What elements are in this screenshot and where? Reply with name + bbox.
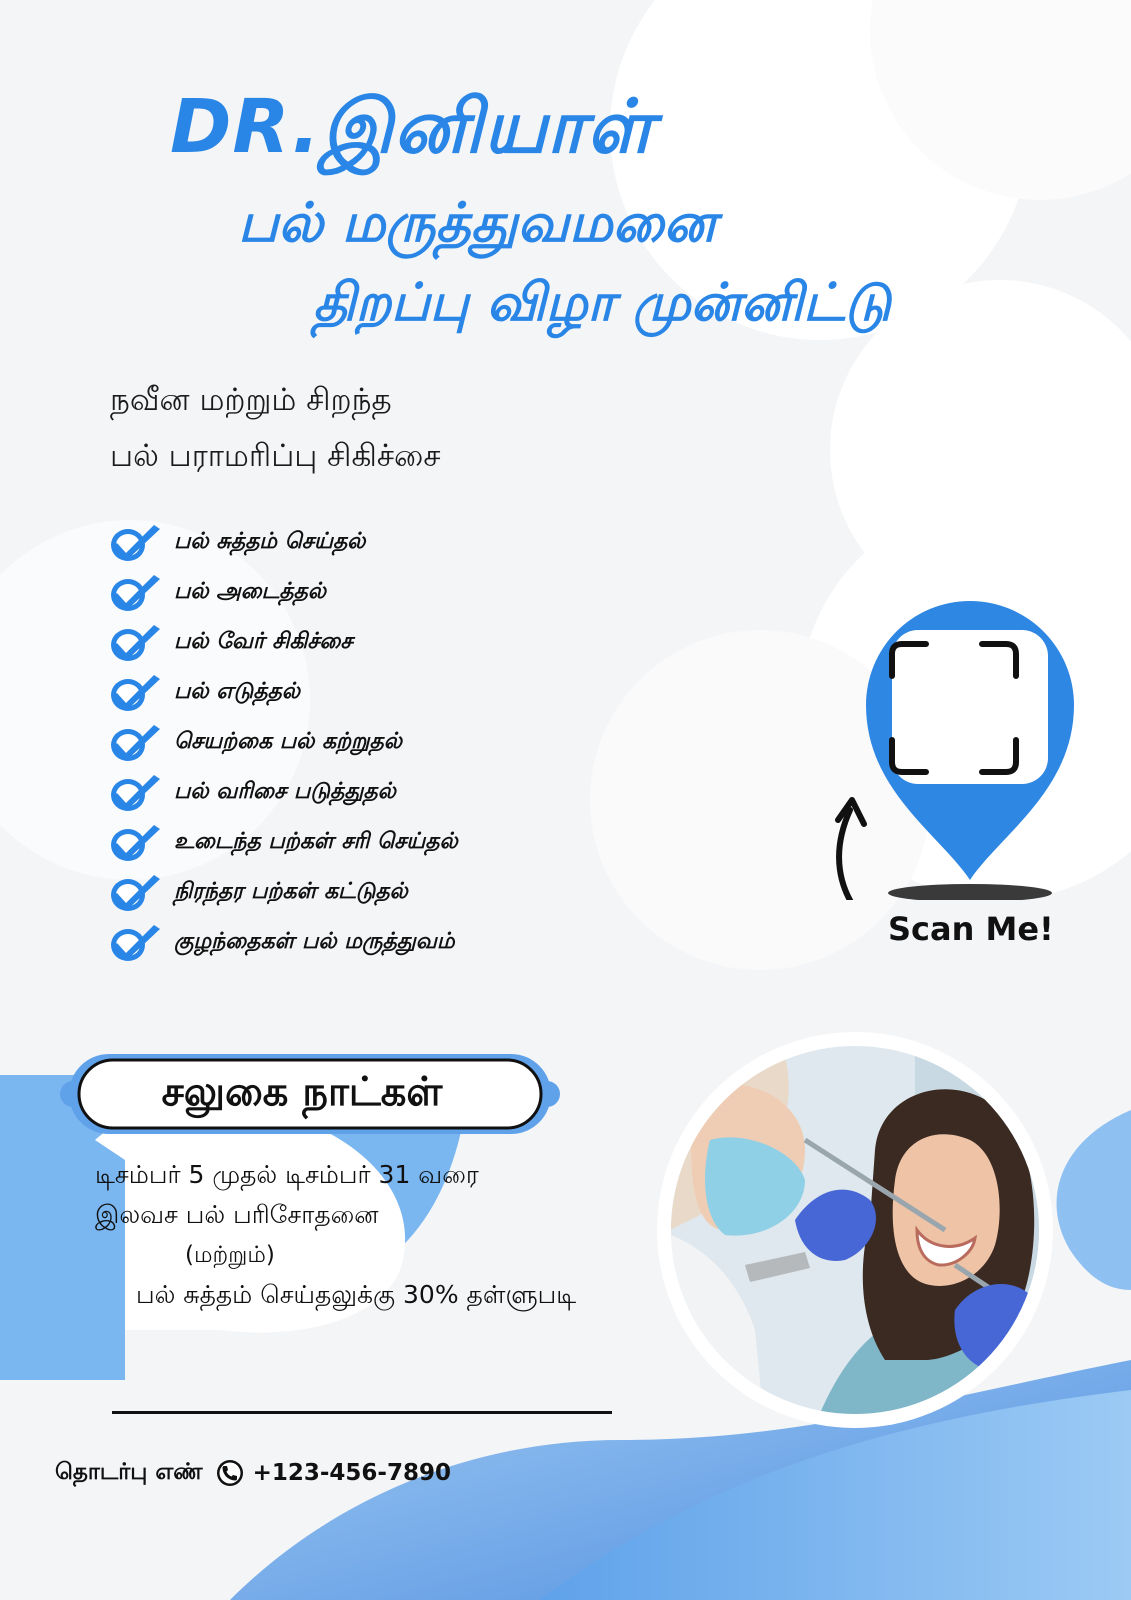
check-icon [108, 821, 164, 865]
offer-days-title: சலுகை நாட்கள் [161, 1068, 443, 1115]
service-item [108, 568, 458, 618]
service-item [108, 868, 458, 918]
check-icon [108, 921, 164, 965]
contact-label: தொடர்பு எண் [55, 1458, 203, 1485]
phone-icon [215, 1458, 245, 1488]
check-icon [108, 871, 164, 915]
service-label: குழந்தைகள் பல் மருத்துவம் [174, 929, 455, 954]
services-list [108, 518, 458, 968]
dental-checkup-photo [655, 1030, 1055, 1430]
service-item [108, 518, 458, 568]
check-icon [108, 721, 164, 765]
service-label: செயற்கை பல் கற்றுதல் [174, 729, 403, 754]
clinic-type-title: பல் மருத்துவமனை [238, 191, 716, 254]
divider-line [112, 1411, 612, 1414]
offer-free-checkup: இலவச பல் பரிசோதனை [95, 1200, 379, 1229]
service-label: பல் சுத்தம் செய்தல் [174, 529, 366, 554]
service-item [108, 818, 458, 868]
clinic-name-title: DR.இனியாள் [170, 84, 655, 170]
service-item [108, 668, 458, 718]
contact-info [55, 1455, 451, 1491]
service-label: உடைந்த பற்கள் சரி செய்தல் [174, 829, 458, 854]
service-label: பல் எடுத்தல் [174, 679, 301, 704]
service-label: பல் அடைத்தல் [174, 579, 326, 604]
offer-dates: டிசம்பர் 5 முதல் டிசம்பர் 31 வரை [95, 1160, 479, 1189]
service-item [108, 718, 458, 768]
check-icon [108, 621, 164, 665]
offer-and: (மற்றும்) [185, 1242, 275, 1268]
check-icon [108, 571, 164, 615]
phone-number[interactable]: +123-456-7890 [252, 1460, 451, 1486]
check-icon [108, 671, 164, 715]
opening-ceremony-title: திறப்பு விழா முன்னிட்டு [313, 273, 891, 333]
qr-scan-pin-icon[interactable] [810, 580, 1080, 900]
service-label: பல் வேர் சிகிச்சை [174, 629, 353, 654]
tagline-line-1: நவீன மற்றும் சிறந்த [110, 382, 392, 418]
tagline-line-2: பல் பராமரிப்பு சிகிச்சை [110, 438, 441, 474]
check-icon [108, 521, 164, 565]
service-label: நிரந்தர பற்கள் கட்டுதல் [174, 879, 408, 904]
offer-discount: பல் சுத்தம் செய்தலுக்கு 30% தள்ளுபடி [136, 1280, 577, 1309]
check-icon [108, 771, 164, 815]
service-label: பல் வரிசை படுத்துதல் [174, 779, 396, 804]
service-item [108, 618, 458, 668]
service-item [108, 918, 458, 968]
scan-me-label: Scan Me! [888, 910, 1054, 948]
service-item [108, 768, 458, 818]
